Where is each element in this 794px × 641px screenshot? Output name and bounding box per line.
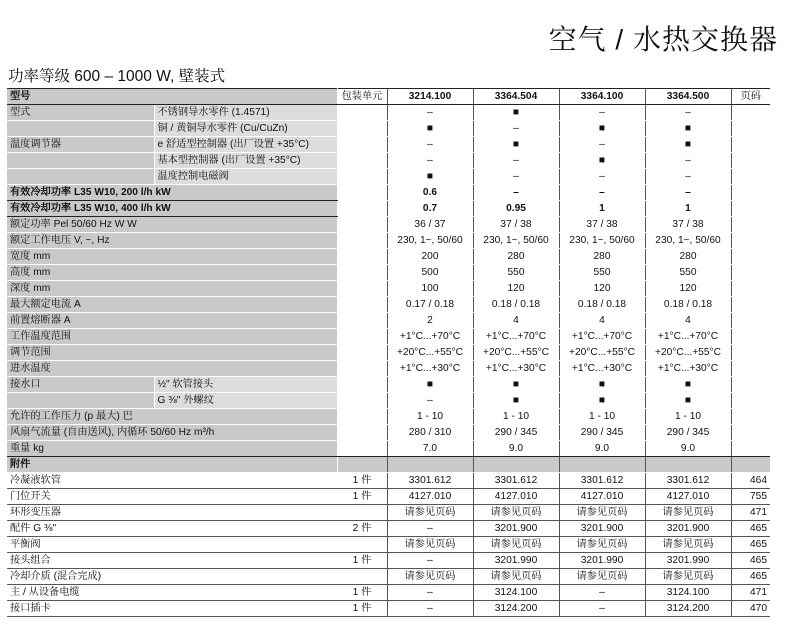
spec-row — [7, 233, 770, 249]
spec-value: 550 — [645, 265, 731, 281]
spec-row — [7, 105, 770, 121]
accessory-label: 接口插卡 — [7, 601, 337, 617]
accessory-value: 3201.900 — [645, 521, 731, 537]
accessory-page: 464 — [731, 473, 770, 489]
spec-value: 9.0 — [473, 441, 559, 457]
accessories-header-row — [7, 457, 770, 473]
spec-value: 280 — [473, 249, 559, 265]
accessory-label: 门位开关 — [7, 489, 337, 505]
accessory-value: 3201.990 — [645, 553, 731, 569]
spec-value: ■ — [559, 153, 645, 169]
accessory-value: 请参见页码 — [473, 569, 559, 585]
spec-value: 1 - 10 — [645, 409, 731, 425]
spec-value: ■ — [387, 377, 473, 393]
page-cell — [731, 137, 770, 153]
spec-value: ■ — [559, 393, 645, 409]
accessory-value: 请参见页码 — [559, 537, 645, 553]
accessory-value: 请参见页码 — [473, 537, 559, 553]
accessory-row — [7, 505, 770, 521]
page-cell — [731, 105, 770, 121]
spec-value: 280 / 310 — [387, 425, 473, 441]
spec-label: 前置熔断器 A — [7, 313, 337, 329]
spec-table — [7, 88, 770, 617]
spec-value: 120 — [559, 281, 645, 297]
empty-cell — [387, 457, 473, 473]
accessory-label: 平衡阀 — [7, 537, 337, 553]
spec-value: +1°C...+30°C — [645, 361, 731, 377]
spec-value: 230, 1~, 50/60 — [645, 233, 731, 249]
spec-value: 230, 1~, 50/60 — [473, 233, 559, 249]
spec-label — [7, 393, 154, 409]
spec-value: – — [473, 121, 559, 137]
accessory-value: 4127.010 — [559, 489, 645, 505]
spec-sublabel: 基本型控制器 (出厂设置 +35°C) — [154, 153, 337, 169]
spec-label: 工作温度范围 — [7, 329, 337, 345]
spec-row — [7, 425, 770, 441]
spec-value: – — [387, 393, 473, 409]
accessory-page: 755 — [731, 489, 770, 505]
page-cell — [731, 425, 770, 441]
accessory-page: 465 — [731, 569, 770, 585]
accessory-pack — [337, 505, 387, 521]
pack-cell — [337, 361, 387, 377]
accessory-value: 请参见页码 — [645, 505, 731, 521]
spec-value: 4 — [473, 313, 559, 329]
accessory-row — [7, 489, 770, 505]
spec-value: 280 — [645, 249, 731, 265]
page-cell — [731, 457, 770, 473]
table-header-row — [7, 89, 770, 105]
spec-value: 230, 1~, 50/60 — [387, 233, 473, 249]
accessory-row — [7, 537, 770, 553]
accessory-row — [7, 569, 770, 585]
accessory-pack: 1 件 — [337, 473, 387, 489]
spec-value: 230, 1~, 50/60 — [559, 233, 645, 249]
accessory-value: 4127.010 — [473, 489, 559, 505]
spec-value: 4 — [645, 313, 731, 329]
accessory-row — [7, 553, 770, 569]
spec-value: ■ — [387, 121, 473, 137]
spec-value: – — [559, 105, 645, 121]
page-cell — [731, 345, 770, 361]
spec-value: +20°C...+55°C — [645, 345, 731, 361]
spec-value: ■ — [645, 377, 731, 393]
pack-cell — [337, 281, 387, 297]
spec-value: 290 / 345 — [645, 425, 731, 441]
spec-value: ■ — [645, 121, 731, 137]
accessory-value: 3201.900 — [559, 521, 645, 537]
spec-value: +20°C...+55°C — [473, 345, 559, 361]
spec-value: 37 / 38 — [645, 217, 731, 233]
accessory-value: 3301.612 — [645, 473, 731, 489]
pack-cell — [337, 297, 387, 313]
accessory-pack: 1 件 — [337, 489, 387, 505]
page-cell — [731, 169, 770, 185]
accessory-row — [7, 601, 770, 617]
page-cell — [731, 393, 770, 409]
page-header: 页码 — [731, 89, 770, 105]
spec-label: 风扇气流量 (自由送风), 内循环 50/60 Hz m³/h — [7, 425, 337, 441]
spec-row — [7, 393, 770, 409]
accessory-pack: 2 件 — [337, 521, 387, 537]
page-cell — [731, 297, 770, 313]
pack-cell — [337, 441, 387, 457]
accessory-page: 470 — [731, 601, 770, 617]
spec-value: ■ — [559, 377, 645, 393]
spec-value: – — [645, 153, 731, 169]
pack-cell — [337, 313, 387, 329]
spec-value: – — [387, 153, 473, 169]
spec-value: +1°C...+30°C — [559, 361, 645, 377]
spec-row — [7, 313, 770, 329]
spec-value: 1 - 10 — [387, 409, 473, 425]
spec-label: 有效冷却功率 L35 W10, 400 l/h kW — [7, 201, 337, 217]
spec-value: – — [559, 185, 645, 201]
pack-cell — [337, 169, 387, 185]
accessory-label: 主 / 从设备电缆 — [7, 585, 337, 601]
spec-value: 290 / 345 — [559, 425, 645, 441]
spec-value: 280 — [559, 249, 645, 265]
spec-row — [7, 329, 770, 345]
accessory-label: 接头组合 — [7, 553, 337, 569]
spec-row — [7, 153, 770, 169]
spec-label: 额定功率 Pel 50/60 Hz W W — [7, 217, 337, 233]
spec-value: – — [645, 105, 731, 121]
page-cell — [731, 441, 770, 457]
spec-value: – — [645, 185, 731, 201]
accessory-value: 3301.612 — [387, 473, 473, 489]
spec-value: 120 — [645, 281, 731, 297]
accessory-row — [7, 521, 770, 537]
accessory-value: 请参见页码 — [387, 537, 473, 553]
spec-value: ■ — [473, 393, 559, 409]
spec-value: 0.18 / 0.18 — [645, 297, 731, 313]
accessory-value: 请参见页码 — [559, 505, 645, 521]
pack-cell — [337, 329, 387, 345]
spec-value: +1°C...+70°C — [645, 329, 731, 345]
spec-label: 宽度 mm — [7, 249, 337, 265]
spec-value: 200 — [387, 249, 473, 265]
spec-sublabel: 不锈钢导水零件 (1.4571) — [154, 105, 337, 121]
spec-label: 最大额定电流 A — [7, 297, 337, 313]
spec-row — [7, 169, 770, 185]
pack-cell — [337, 265, 387, 281]
accessory-value: – — [559, 601, 645, 617]
accessory-value: 请参见页码 — [473, 505, 559, 521]
spec-value: – — [559, 137, 645, 153]
accessory-value: 请参见页码 — [645, 569, 731, 585]
pack-cell — [337, 185, 387, 201]
spec-value: 9.0 — [645, 441, 731, 457]
pack-cell — [337, 409, 387, 425]
model-column-header: 3364.100 — [559, 89, 645, 105]
empty-cell — [645, 457, 731, 473]
accessory-label: 冷凝液软管 — [7, 473, 337, 489]
spec-value: +1°C...+30°C — [387, 361, 473, 377]
accessory-value: 请参见页码 — [387, 569, 473, 585]
spec-value: – — [473, 169, 559, 185]
spec-value: – — [645, 169, 731, 185]
accessory-value: 3201.900 — [473, 521, 559, 537]
section-title: 功率等级 600 – 1000 W, 壁装式 — [8, 68, 226, 85]
page-cell — [731, 313, 770, 329]
spec-value: 9.0 — [559, 441, 645, 457]
model-header: 型号 — [7, 89, 337, 105]
spec-value: +20°C...+55°C — [387, 345, 473, 361]
accessory-value: 3201.990 — [559, 553, 645, 569]
accessory-page: 465 — [731, 537, 770, 553]
page-cell — [731, 281, 770, 297]
accessory-value: – — [387, 521, 473, 537]
accessory-value: – — [387, 553, 473, 569]
accessory-value: 3124.200 — [473, 601, 559, 617]
accessory-value: – — [387, 601, 473, 617]
spec-label: 温度调节器 — [7, 137, 154, 153]
page-cell — [731, 121, 770, 137]
spec-row — [7, 297, 770, 313]
accessory-value: 3301.612 — [559, 473, 645, 489]
page-cell — [731, 201, 770, 217]
page-cell — [731, 249, 770, 265]
accessory-value: – — [559, 585, 645, 601]
spec-row — [7, 137, 770, 153]
accessory-label: 环形变压器 — [7, 505, 337, 521]
spec-value: 0.17 / 0.18 — [387, 297, 473, 313]
spec-value: 0.7 — [387, 201, 473, 217]
spec-label: 重量 kg — [7, 441, 337, 457]
spec-value: 7.0 — [387, 441, 473, 457]
spec-label: 允许的工作压力 (p 最大) 巴 — [7, 409, 337, 425]
spec-row — [7, 121, 770, 137]
accessory-pack: 1 件 — [337, 601, 387, 617]
pack-cell — [337, 425, 387, 441]
spec-label: 进水温度 — [7, 361, 337, 377]
spec-value: 290 / 345 — [473, 425, 559, 441]
spec-value: 100 — [387, 281, 473, 297]
accessory-label: 冷却介质 (混合完成) — [7, 569, 337, 585]
spec-row — [7, 345, 770, 361]
accessory-value: 3124.100 — [473, 585, 559, 601]
pack-header: 包装单元 — [337, 89, 387, 105]
spec-value: 550 — [559, 265, 645, 281]
spec-label — [7, 169, 154, 185]
spec-value: ■ — [473, 105, 559, 121]
spec-label: 有效冷却功率 L35 W10, 200 l/h kW — [7, 185, 337, 201]
spec-value: 0.6 — [387, 185, 473, 201]
pack-cell — [337, 457, 387, 473]
spec-row — [7, 281, 770, 297]
spec-sublabel: 温度控制电磁阀 — [154, 169, 337, 185]
spec-row — [7, 265, 770, 281]
spec-value: 0.18 / 0.18 — [559, 297, 645, 313]
spec-row — [7, 249, 770, 265]
spec-row — [7, 377, 770, 393]
accessories-title: 附件 — [7, 457, 337, 473]
pack-cell — [337, 233, 387, 249]
spec-value: +1°C...+30°C — [473, 361, 559, 377]
page-cell — [731, 265, 770, 281]
spec-row — [7, 185, 770, 201]
spec-value: +1°C...+70°C — [387, 329, 473, 345]
spec-value: 36 / 37 — [387, 217, 473, 233]
page-cell — [731, 377, 770, 393]
page-title: 空气 / 水热交换器 — [548, 24, 778, 55]
model-column-header: 3214.100 — [387, 89, 473, 105]
accessory-page: 465 — [731, 553, 770, 569]
pack-cell — [337, 201, 387, 217]
spec-row — [7, 409, 770, 425]
accessory-value: 3124.100 — [645, 585, 731, 601]
model-column-header: 3364.500 — [645, 89, 731, 105]
spec-row — [7, 201, 770, 217]
accessory-value: 4127.010 — [387, 489, 473, 505]
spec-label: 型式 — [7, 105, 154, 121]
spec-label — [7, 153, 154, 169]
spec-value: 1 — [645, 201, 731, 217]
spec-row — [7, 361, 770, 377]
accessory-value: 4127.010 — [645, 489, 731, 505]
spec-value: 37 / 38 — [473, 217, 559, 233]
accessory-page: 465 — [731, 521, 770, 537]
accessory-value: 3301.612 — [473, 473, 559, 489]
pack-cell — [337, 249, 387, 265]
spec-value: ■ — [645, 137, 731, 153]
spec-value: +20°C...+55°C — [559, 345, 645, 361]
spec-sublabel: 铜 / 黄铜导水零件 (Cu/CuZn) — [154, 121, 337, 137]
spec-label — [7, 121, 154, 137]
spec-value: 120 — [473, 281, 559, 297]
spec-label: 调节范围 — [7, 345, 337, 361]
accessory-value: 请参见页码 — [559, 569, 645, 585]
page-cell — [731, 153, 770, 169]
spec-label: 额定工作电压 V, ~, Hz — [7, 233, 337, 249]
accessory-pack: 1 件 — [337, 553, 387, 569]
page-cell — [731, 329, 770, 345]
spec-value: 1 - 10 — [473, 409, 559, 425]
spec-value: 1 — [559, 201, 645, 217]
accessory-value: 3124.200 — [645, 601, 731, 617]
spec-value: 37 / 38 — [559, 217, 645, 233]
spec-value: +1°C...+70°C — [473, 329, 559, 345]
accessory-pack — [337, 537, 387, 553]
spec-value: 0.18 / 0.18 — [473, 297, 559, 313]
spec-label: 深度 mm — [7, 281, 337, 297]
empty-cell — [473, 457, 559, 473]
spec-value: 550 — [473, 265, 559, 281]
spec-value: 0.95 — [473, 201, 559, 217]
spec-label: 接水口 — [7, 377, 154, 393]
accessory-pack: 1 件 — [337, 585, 387, 601]
spec-label: 高度 mm — [7, 265, 337, 281]
spec-value: – — [387, 137, 473, 153]
page-cell — [731, 361, 770, 377]
spec-value: +1°C...+70°C — [559, 329, 645, 345]
spec-sublabel: ½" 软管接头 — [154, 377, 337, 393]
page-cell — [731, 185, 770, 201]
page-cell — [731, 409, 770, 425]
pack-cell — [337, 137, 387, 153]
page-cell — [731, 217, 770, 233]
accessory-value: 请参见页码 — [645, 537, 731, 553]
spec-value: 1 - 10 — [559, 409, 645, 425]
pack-cell — [337, 153, 387, 169]
accessory-page: 471 — [731, 505, 770, 521]
spec-value: ■ — [473, 137, 559, 153]
accessory-value: 3201.990 — [473, 553, 559, 569]
spec-value: – — [559, 169, 645, 185]
accessory-row — [7, 473, 770, 489]
pack-cell — [337, 345, 387, 361]
spec-row — [7, 217, 770, 233]
spec-value: – — [387, 105, 473, 121]
page-cell — [731, 233, 770, 249]
accessory-pack — [337, 569, 387, 585]
accessory-label: 配件 G ⅜" — [7, 521, 337, 537]
spec-sublabel: G ⅜" 外螺纹 — [154, 393, 337, 409]
spec-value: 500 — [387, 265, 473, 281]
accessory-value: – — [387, 585, 473, 601]
pack-cell — [337, 393, 387, 409]
spec-value: ■ — [387, 169, 473, 185]
accessory-value: 请参见页码 — [387, 505, 473, 521]
accessory-row — [7, 585, 770, 601]
pack-cell — [337, 217, 387, 233]
pack-cell — [337, 377, 387, 393]
pack-cell — [337, 105, 387, 121]
spec-row — [7, 441, 770, 457]
spec-sublabel: e 舒适型控制器 (出厂设置 +35°C) — [154, 137, 337, 153]
spec-value: ■ — [645, 393, 731, 409]
spec-value: ■ — [473, 377, 559, 393]
model-column-header: 3364.504 — [473, 89, 559, 105]
spec-value: – — [473, 185, 559, 201]
empty-cell — [559, 457, 645, 473]
spec-value: ■ — [559, 121, 645, 137]
spec-value: 2 — [387, 313, 473, 329]
spec-value: 4 — [559, 313, 645, 329]
pack-cell — [337, 121, 387, 137]
spec-value: – — [473, 153, 559, 169]
accessory-page: 471 — [731, 585, 770, 601]
